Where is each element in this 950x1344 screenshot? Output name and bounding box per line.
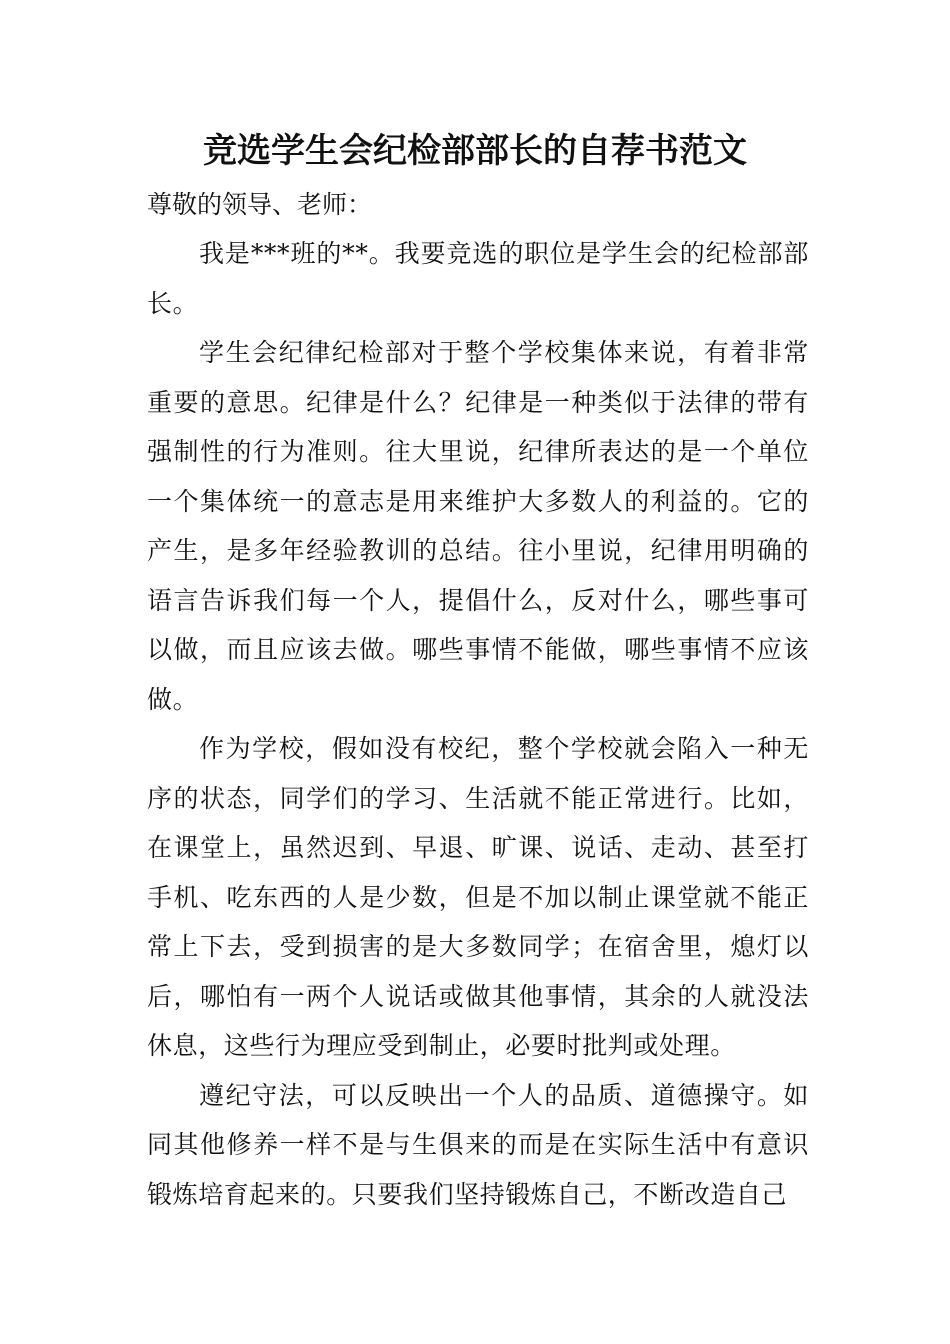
paragraph-1: 我是***班的**。我要竞选的职位是学生会的纪检部部长。 [147, 239, 809, 318]
salutation: 尊敬的领导、老师： [147, 190, 373, 219]
paragraph-4: 遵纪守法，可以反映出一个人的品质、道德操守。如同其他修养一样不是与生俱来的而是在实际生活中有意识锻炼培育起来的。只要我们坚持锻炼自己，不断改造自己 [147, 1080, 809, 1209]
paragraph-2: 学生会纪律纪检部对于整个学校集体来说，有着非常重要的意思。纪律是什么？纪律是一种类似于法律的带有强制性的行为准则。往大里说，纪律所表达的是一个单位一个集体统一的意志是用来维护大多数人的利益的。它的产生，是多年经验教训的总结。往小里说，纪律用明确的语言告诉我们每一个人，提倡什么，反对什么，哪些事可以做，而且应该去做。哪些事情不能做，哪些事情不应该做。 [147, 338, 809, 714]
document-title: 竞选学生会纪检部部长的自荐书范文 [203, 131, 747, 171]
paragraph-3: 作为学校，假如没有校纪，整个学校就会陷入一种无序的状态，同学们的学习、生活就不能正常进行。比如，在课堂上，虽然迟到、早退、旷课、说话、走动、甚至打手机、吃东西的人是少数，但是不加以制止课堂就不能正常上下去，受到损害的是大多数同学；在宿舍里，熄灯以后，哪怕有一两个人说话或做其他事情，其余的人就没法休息，这些行为理应受到制止，必要时批判或处理。 [147, 734, 809, 1060]
document-body [147, 180, 809, 1219]
